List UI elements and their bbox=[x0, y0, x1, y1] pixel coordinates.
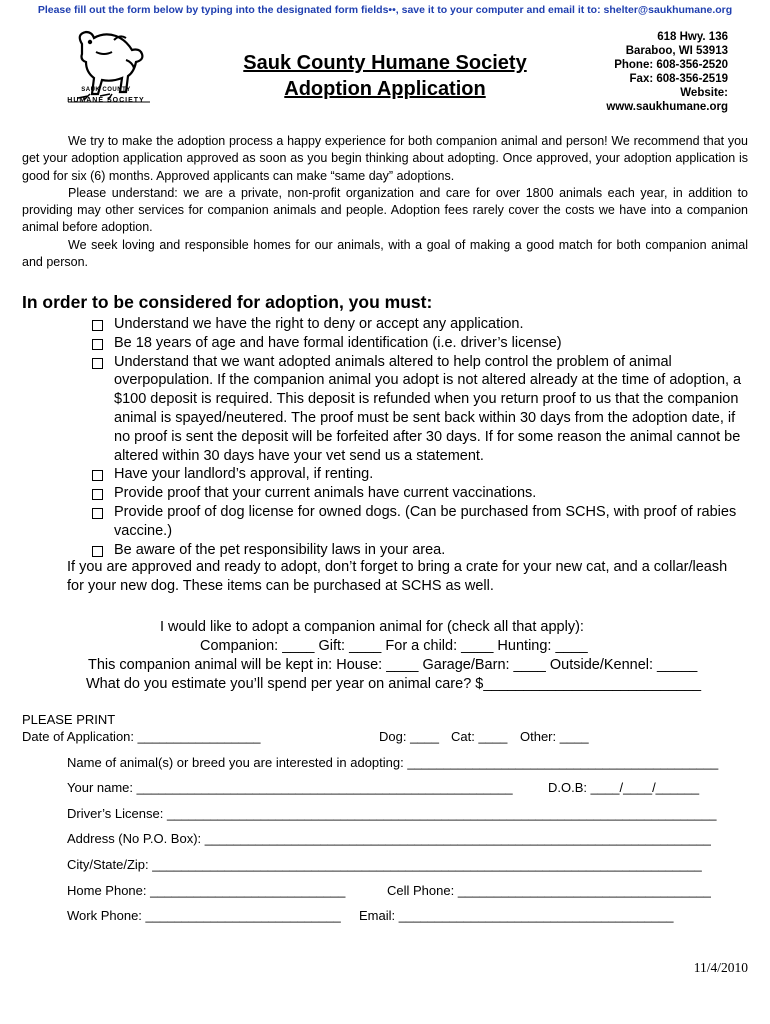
intro-paragraph: We try to make the adoption process a happy experience for both companion animal and person! We recommend that you get your adoption application approved as soon as you begin thinking about adopting. Once approved, your adoption application is good for six (6) months. Approved applicants can make “same day” adoptions. bbox=[22, 134, 748, 183]
your-name-field[interactable]: Your name: ____________________________________________________ bbox=[67, 780, 513, 795]
requirement-item: Be 18 years of age and have formal identification (i.e. driver’s license) bbox=[90, 334, 745, 353]
drivers-license-field[interactable]: Driver’s License: ____________________________________________________________________________ bbox=[67, 806, 717, 821]
address-phone: Phone: 608-356-2520 bbox=[614, 59, 728, 71]
address-street: 618 Hwy. 136 bbox=[657, 31, 728, 43]
checkbox-icon[interactable] bbox=[92, 470, 103, 481]
checkbox-icon[interactable] bbox=[92, 358, 103, 369]
contact-block bbox=[606, 30, 728, 114]
date-of-application-field[interactable]: Date of Application: _________________ bbox=[22, 729, 261, 744]
checkbox-icon[interactable] bbox=[92, 320, 103, 331]
checkbox-icon[interactable] bbox=[92, 339, 103, 350]
requirement-item: Understand we have the right to deny or accept any application. bbox=[90, 315, 745, 334]
logo-text-line1: SAUK COUNTY bbox=[81, 87, 131, 93]
requirement-item: Provide proof of dog license for owned dogs. (Can be purchased from SCHS, with proof of rabies vaccine.) bbox=[90, 503, 745, 541]
website-label: Website: bbox=[680, 87, 728, 99]
logo-text-line2: HUMANE SOCIETY bbox=[67, 97, 145, 104]
requirement-item: Understand that we want adopted animals altered to help control the problem of animal overpopulation. If the companion animal you adopt is not altered already at the time of adoption, a $100 deposit is required. This deposit is refunded when you return proof to us that the companion animal is spayed/neutered. The proof must be sent back within 30 days from the adoption date, if no proof is sent the deposit will be forfeited after 30 days. If for some reason the animal cannot be altered within 30 days have your vet send us a statement. bbox=[90, 353, 745, 466]
please-print-label: PLEASE PRINT bbox=[22, 712, 116, 727]
dob-field[interactable]: D.O.B: ____/____/______ bbox=[548, 780, 700, 795]
kept-location-options[interactable]: This companion animal will be kept in: House: ____ Garage/Barn: ____ Outside/Kennel: _____ bbox=[88, 657, 698, 673]
requirement-item: Provide proof that your current animals have current vaccinations. bbox=[90, 484, 745, 503]
cat-field[interactable]: Cat: ____ bbox=[451, 729, 508, 744]
address-city: Baraboo, WI 53913 bbox=[625, 45, 728, 57]
requirements-list bbox=[90, 315, 745, 559]
adopt-purpose-options[interactable]: Companion: ____ Gift: ____ For a child: ____ Hunting: ____ bbox=[200, 638, 588, 654]
website-link[interactable]: www.saukhumane.org bbox=[606, 101, 728, 113]
address-fax: Fax: 608-356-2519 bbox=[629, 73, 728, 85]
city-state-zip-field[interactable]: City/State/Zip: ____________________________________________________________________________ bbox=[67, 857, 702, 872]
dog-field[interactable]: Dog: ____ bbox=[379, 729, 439, 744]
supplies-note: If you are approved and ready to adopt, don’t forget to bring a crate for your new cat, and a collar/leash for your new dog. These items can be purchased at SCHS as well. bbox=[67, 559, 728, 594]
title-line1: Sauk County Humane Society bbox=[243, 52, 527, 74]
requirement-item: Be aware of the pet responsibility laws in your area. bbox=[90, 541, 745, 560]
footer-date: 11/4/2010 bbox=[693, 960, 748, 975]
checkbox-icon[interactable] bbox=[92, 508, 103, 519]
adopt-purpose-intro: I would like to adopt a companion animal for (check all that apply): bbox=[160, 619, 584, 635]
other-field[interactable]: Other: ____ bbox=[520, 729, 589, 744]
requirements-heading: In order to be considered for adoption, you must: bbox=[22, 292, 433, 312]
cell-phone-field[interactable]: Cell Phone: ___________________________________ bbox=[387, 883, 711, 898]
animal-interest-field[interactable]: Name of animal(s) or breed you are interested in adopting: ___________________________________________ bbox=[67, 755, 719, 770]
checkbox-icon[interactable] bbox=[92, 489, 103, 500]
requirement-item: Have your landlord’s approval, if renting. bbox=[90, 465, 745, 484]
intro-text bbox=[22, 133, 748, 271]
home-phone-field[interactable]: Home Phone: ___________________________ bbox=[67, 883, 346, 898]
page-title bbox=[205, 50, 565, 102]
annual-spend-field[interactable]: What do you estimate you’ll spend per year on animal care? $___________________________ bbox=[86, 676, 702, 692]
email-field[interactable]: Email: ______________________________________ bbox=[359, 908, 674, 923]
intro-paragraph: Please understand: we are a private, non-profit organization and care for over 1800 animals each year, in addition to providing may other services for companion animals and people. Adoption fees rarely cover the costs we have into a companion animal before adoption. bbox=[22, 185, 748, 235]
work-phone-field[interactable]: Work Phone: ___________________________ bbox=[67, 908, 341, 923]
checkbox-icon[interactable] bbox=[92, 546, 103, 557]
intro-paragraph: We seek loving and responsible homes for our animals, with a goal of making a good match for both companion animal and person. bbox=[22, 237, 748, 270]
title-line2: Adoption Application bbox=[284, 78, 486, 100]
top-notice: Please fill out the form below by typing into the designated form fields••, save it to your computer and email it to: shelter@saukhumane.org bbox=[37, 4, 733, 16]
address-field[interactable]: Address (No P.O. Box): ______________________________________________________________________ bbox=[67, 831, 711, 846]
